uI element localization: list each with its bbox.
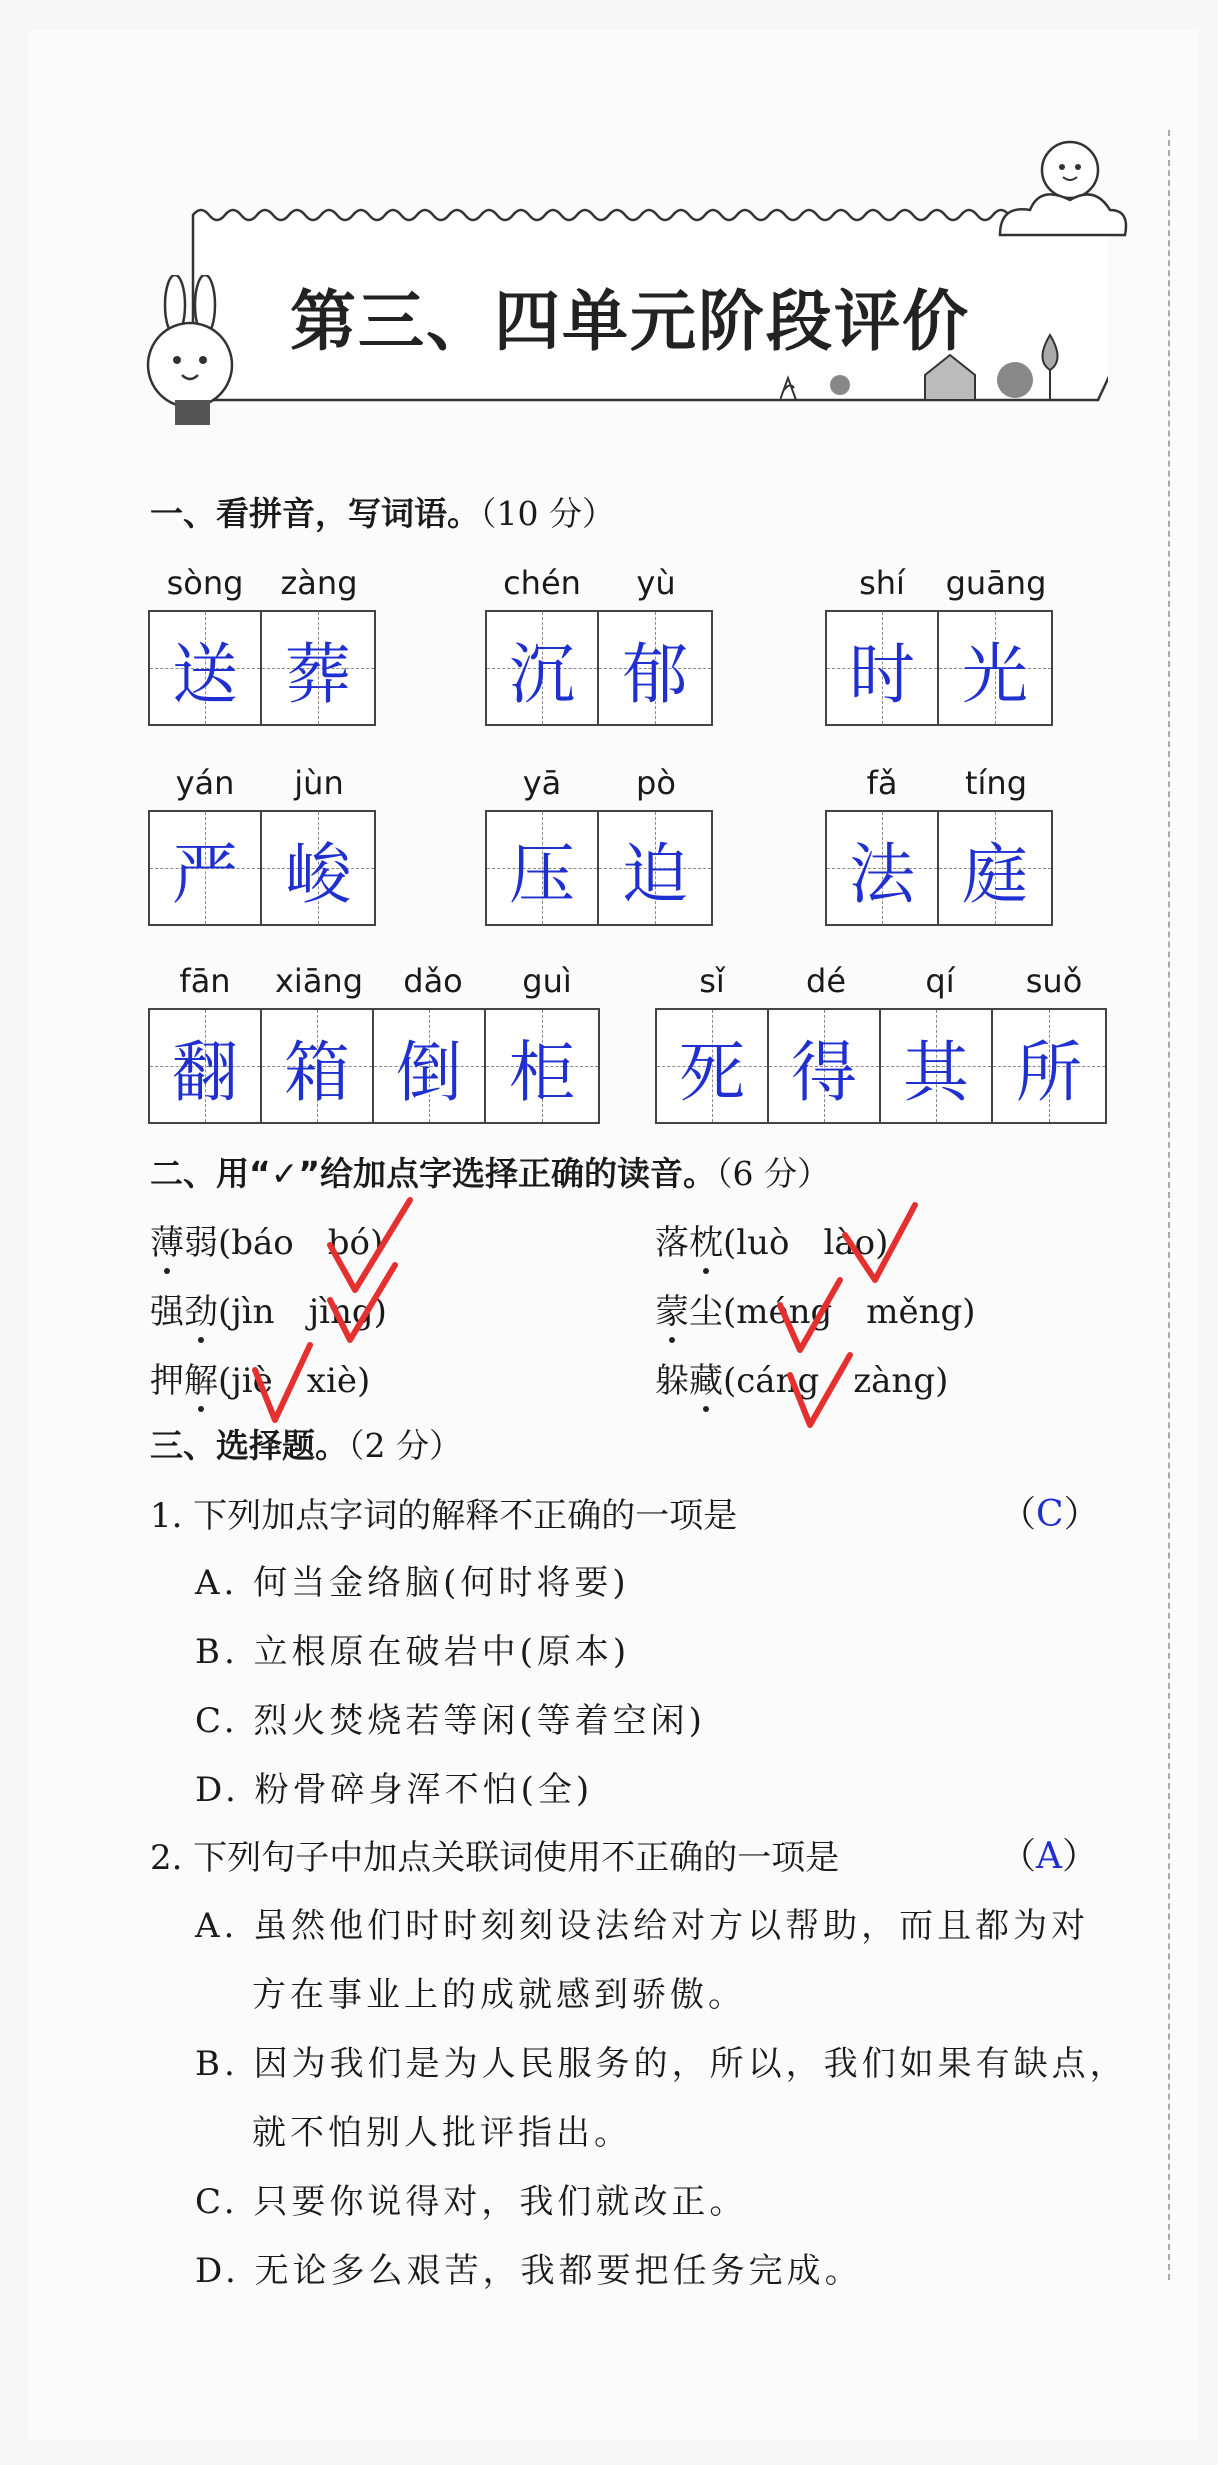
reading-options: (jìn jìng) bbox=[218, 1292, 387, 1332]
handwritten-char: 庭 bbox=[962, 835, 1028, 913]
pinyin-label: chén bbox=[503, 564, 581, 602]
pinyin-label: guāng bbox=[945, 564, 1047, 602]
section-3-heading: 三、选择题。 bbox=[150, 1426, 348, 1465]
question-1-stem: 1. 下列加点字词的解释不正确的一项是 bbox=[150, 1496, 738, 1536]
grid-cell bbox=[599, 612, 711, 724]
question-1-answer bbox=[1000, 1486, 1100, 1537]
handwritten-char: 郁 bbox=[622, 635, 688, 713]
handwritten-char: 峻 bbox=[285, 835, 351, 913]
dotted-char: 蒙 bbox=[655, 1284, 689, 1333]
question-2-answer bbox=[1000, 1828, 1098, 1879]
grid-cell bbox=[150, 1010, 262, 1122]
dotted-char: 枕 bbox=[689, 1215, 723, 1264]
reading-item bbox=[655, 1353, 948, 1402]
grid-cell bbox=[262, 612, 374, 724]
section-1-score: （10 分） bbox=[480, 494, 615, 533]
grid-cell bbox=[881, 1010, 993, 1122]
pinyin-label: xiāng bbox=[274, 962, 364, 1000]
grid-cell bbox=[769, 1010, 881, 1122]
answer-letter: C bbox=[1036, 1494, 1064, 1535]
reading-item bbox=[150, 1353, 370, 1402]
pinyin-label: guì bbox=[522, 962, 572, 1000]
tianzi-grid bbox=[148, 610, 376, 726]
pinyin-label: fān bbox=[179, 962, 231, 1000]
tianzi-grid bbox=[825, 810, 1053, 926]
pinyin-label: yā bbox=[522, 764, 562, 802]
pinyin-label: tíng bbox=[964, 764, 1028, 802]
reading-item bbox=[655, 1284, 976, 1333]
handwritten-char: 翻 bbox=[172, 1033, 238, 1111]
tianzi-grid bbox=[485, 610, 713, 726]
answer-letter: A bbox=[1036, 1836, 1063, 1877]
q2-option-c: C. 只要你说得对，我们就改正。 bbox=[195, 2182, 748, 2222]
handwritten-char: 时 bbox=[849, 635, 915, 713]
page-title: 第三、四单元阶段评价 bbox=[290, 283, 970, 360]
pinyin-label: dé bbox=[806, 962, 846, 1000]
grid-cell bbox=[262, 1010, 374, 1122]
pinyin-label: suǒ bbox=[1025, 962, 1083, 1000]
word-char: 躲 bbox=[655, 1361, 689, 1401]
grid-cell bbox=[150, 612, 262, 724]
reading-options: (méng měng) bbox=[723, 1292, 976, 1332]
section-2-score: （6 分） bbox=[716, 1154, 831, 1193]
pinyin-label: sǐ bbox=[699, 962, 725, 1000]
handwritten-char: 箱 bbox=[284, 1033, 350, 1111]
grid-cell bbox=[827, 812, 939, 924]
grid-cell bbox=[657, 1010, 769, 1122]
paren-open: （ bbox=[1000, 1494, 1037, 1535]
reading-options: (cáng zàng) bbox=[723, 1361, 949, 1401]
tianzi-grid bbox=[148, 810, 376, 926]
handwritten-char: 送 bbox=[172, 635, 238, 713]
tianzi-grid bbox=[148, 1008, 600, 1124]
reading-item bbox=[150, 1215, 383, 1264]
section-2-heading: 二、用“✓”给加点字选择正确的读音。 bbox=[150, 1154, 717, 1193]
section-1-title bbox=[150, 488, 615, 535]
paren-close: ） bbox=[1062, 1836, 1099, 1877]
word-char: 尘 bbox=[689, 1292, 723, 1332]
dotted-char: 解 bbox=[184, 1353, 218, 1402]
grid-cell bbox=[939, 612, 1051, 724]
paren-open: （ bbox=[1000, 1836, 1037, 1877]
pinyin-label: yù bbox=[636, 564, 676, 602]
pinyin-label: yán bbox=[175, 764, 235, 802]
dotted-char: 薄 bbox=[150, 1215, 184, 1264]
handwritten-char: 死 bbox=[679, 1033, 745, 1111]
handwritten-char: 法 bbox=[849, 835, 915, 913]
word-char: 弱 bbox=[184, 1223, 218, 1263]
pinyin-label: jùn bbox=[294, 764, 344, 802]
q2-option-b: B. 因为我们是为人民服务的，所以，我们如果有缺点， bbox=[195, 2044, 1128, 2084]
q2-option-a-cont: 方在事业上的成就感到骄傲。 bbox=[252, 1975, 746, 2015]
grid-cell bbox=[939, 812, 1051, 924]
reading-item bbox=[150, 1284, 387, 1333]
handwritten-char: 严 bbox=[172, 835, 238, 913]
pinyin-label: qí bbox=[925, 962, 955, 1000]
pinyin-label: fǎ bbox=[866, 764, 898, 802]
pinyin-label: shí bbox=[859, 564, 905, 602]
section-3-title bbox=[150, 1420, 462, 1467]
pinyin-label: sòng bbox=[166, 564, 244, 602]
handwritten-char: 倒 bbox=[396, 1033, 462, 1111]
handwritten-char: 葬 bbox=[285, 635, 351, 713]
handwritten-char: 柜 bbox=[509, 1033, 575, 1111]
grid-cell bbox=[486, 1010, 598, 1122]
reading-item bbox=[655, 1215, 888, 1264]
grid-cell bbox=[150, 812, 262, 924]
grid-cell bbox=[993, 1010, 1105, 1122]
tianzi-grid bbox=[655, 1008, 1107, 1124]
q2-option-d: D. 无论多么艰苦，我都要把任务完成。 bbox=[195, 2251, 863, 2291]
pinyin-label: pò bbox=[636, 764, 676, 802]
reading-options: (luò lào) bbox=[723, 1223, 889, 1263]
grid-cell bbox=[827, 612, 939, 724]
grid-cell bbox=[262, 812, 374, 924]
binding-line bbox=[1168, 130, 1170, 2280]
tianzi-grid bbox=[825, 610, 1053, 726]
q1-option-c: C. 烈火焚烧若等闲(等着空闲) bbox=[195, 1701, 706, 1741]
sun-cloud-icon bbox=[985, 125, 1135, 255]
handwritten-char: 得 bbox=[791, 1033, 857, 1111]
handwritten-char: 所 bbox=[1016, 1033, 1082, 1111]
q1-option-b: B. 立根原在破岩中(原本) bbox=[195, 1632, 631, 1672]
reading-options: (báo bó) bbox=[218, 1223, 384, 1263]
q1-option-a: A. 何当金络脑(何时将要) bbox=[195, 1563, 630, 1603]
paren-close: ） bbox=[1063, 1494, 1100, 1535]
reading-options: (jiè xiè) bbox=[218, 1361, 371, 1401]
bunny-icon bbox=[135, 275, 245, 435]
pinyin-label: zàng bbox=[280, 564, 358, 602]
handwritten-char: 压 bbox=[509, 835, 575, 913]
q2-option-b-cont: 就不怕别人批评指出。 bbox=[252, 2113, 632, 2153]
q2-option-a: A. 虽然他们时时刻刻设法给对方以帮助，而且都为对 bbox=[195, 1906, 1090, 1946]
dotted-char: 劲 bbox=[184, 1284, 218, 1333]
handwritten-char: 迫 bbox=[622, 835, 688, 913]
grid-cell bbox=[487, 612, 599, 724]
handwritten-char: 光 bbox=[962, 635, 1028, 713]
word-char: 落 bbox=[655, 1223, 689, 1263]
handwritten-char: 其 bbox=[903, 1033, 969, 1111]
tianzi-grid bbox=[485, 810, 713, 926]
grid-cell bbox=[487, 812, 599, 924]
section-1-heading: 一、看拼音，写词语。 bbox=[150, 494, 480, 533]
section-2-title bbox=[150, 1148, 830, 1195]
word-char: 强 bbox=[150, 1292, 184, 1332]
dotted-char: 藏 bbox=[689, 1353, 723, 1402]
pinyin-label: dǎo bbox=[403, 962, 463, 1000]
word-char: 押 bbox=[150, 1361, 184, 1401]
q1-option-d: D. 粉骨碎身浑不怕(全) bbox=[195, 1770, 594, 1810]
grid-cell bbox=[374, 1010, 486, 1122]
section-3-score: （2 分） bbox=[348, 1426, 462, 1465]
question-2-stem: 2. 下列句子中加点关联词使用不正确的一项是 bbox=[150, 1838, 840, 1878]
grid-cell bbox=[599, 812, 711, 924]
handwritten-char: 沉 bbox=[509, 635, 575, 713]
